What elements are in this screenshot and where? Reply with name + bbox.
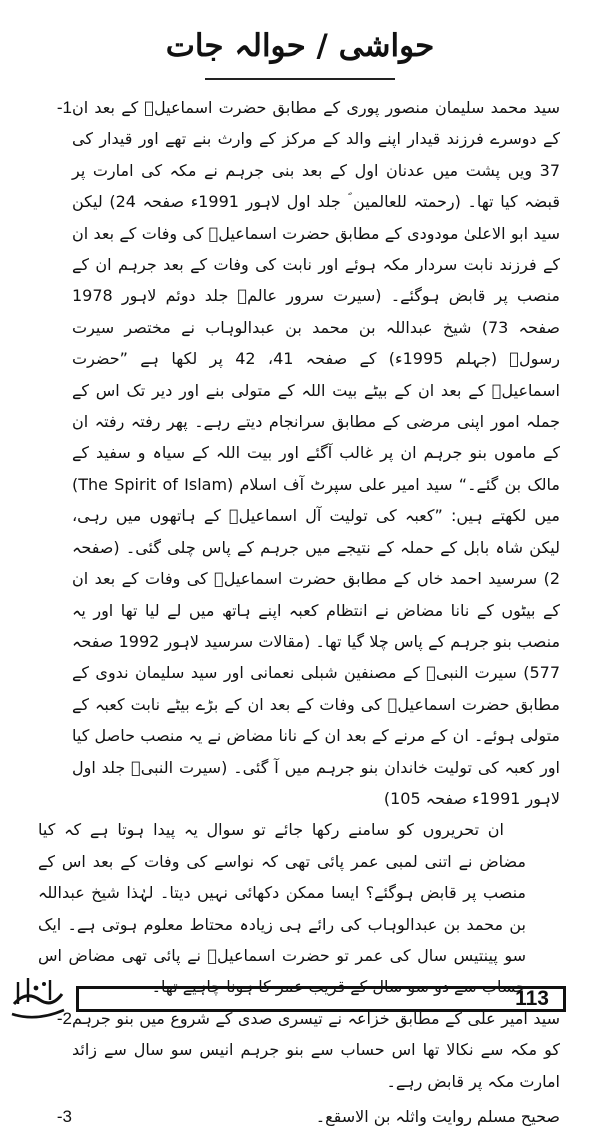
note-1-text: سید محمد سلیمان منصور پوری کے مطابق حضرت اسماعیلؑ کے بعد ان کے دوسرے فرزند قیدار اپنے والد کے مرکز کے وارث بنے تھے اور قیدار کی 37 ویں پشت میں عدنان اول کے بعد بنی جرہم نے مکہ کی امارت پر قبضہ کیا تھا۔ (رحمتہ للعالمین ؐ جلد اول لاہور 1991ء صفحہ 24) لیکن سید ابو الاعلیٰ مودودی کے مطابق حضرت اسماعیلؑ کی وفات کے بعد ان کے فرزند نابت سردار مکہ ہوئے اور نابت کی وفات کے بعد جرہم ان کے منصب پر قابض ہوگئے۔ (سیرت سرور عالمؐ جلد دوئم لاہور 1978 صفحہ 73) شیخ عبداللہ بن محمد بن عبدالوہاب نے مختصر سیرت رسولؐ (جہلم 1995ء) کے صفحہ 41، 42 پر لکھا ہے ”حضرت اسماعیلؑ کے بعد ان کے بیٹے بیت اللہ کے متولی بنے اور دیر تک اس کے جملہ امور اپنی مرضی کے مطابق سرانجام دیتے رہے۔ پھر رفتہ رفتہ ان کے ماموں بنو جرہم ان پر غالب آگئے اور بیت اللہ کے سیاہ و سفید کے مالک بن گئے۔“ سید امیر علی سپرٹ آف اسلام (The Spirit of Islam) میں لکھتے ہیں: ”کعبہ کی تولیت آل اسماعیلؑ کے ہاتھوں میں رہی، لیکن شاہ بابل کے حملہ کے نتیجے میں جرہم کے پاس چلی گئی۔ (صفحہ 2) سرسید احمد خاں کے مطابق حضرت اسماعیلؑ کی وفات کے بعد ان کے بیٹوں کے نانا مضاض نے انتظام کعبہ اپنے ہاتھ میں لے لیا تھا اور یہ منصب بنو جرہم کے پاس چلا گیا تھا۔ (مقالات سرسید لاہور 1992 صفحہ 577) سیرت النبیؐ کے مصنفین شبلی نعمانی اور سید سلیمان ندوی کے مطابق حضرت اسماعیلؑ کی وفات کے بعد ان کے بڑے بیٹے نابت کعبہ کے متولی ہوئے۔ ان کے مرنے کے بعد ان کے نانا مضاض نے یہ منصب حاصل کیا اور کعبہ کی تولیت خاندان بنو جرہم میں آ گئی۔ (سیرت النبیؐ جلد اول لاہور 1991ء صفحہ 105) (72, 98, 561, 808)
publisher-logo-icon (6, 970, 68, 1026)
title-underline (205, 78, 395, 80)
note-2 (38, 1003, 560, 1097)
note-2-text: سید امیر علی کے مطابق خزاعہ نے تیسری صدی کے شروع میں بنو جرہم کو مکہ سے نکالا تھا اس حساب سے بنو جرہم انیس سو سال سے زائد امارت مکہ پر قابض رہے۔ (72, 1008, 560, 1091)
notes-content (38, 92, 560, 1132)
note-1-number: -1 (56, 98, 72, 117)
note-3-number: -3 (56, 1107, 72, 1126)
page-title: حواشی / حوالہ جات (165, 28, 435, 64)
note-1 (38, 92, 560, 814)
note-3-text: صحیح مسلم روایت واثلہ بن الاسقع۔ (315, 1107, 560, 1126)
page-number: 113 (515, 987, 549, 1010)
note-1-continuation: ان تحریروں کو سامنے رکھا جائے تو سوال یہ پیدا ہوتا ہے کہ کیا مضاض نے اتنی لمبی عمر پائی تھی کہ نواسے کی وفات کے بعد اس کے منصب پر قابض ہوگئے؟ ایسا ممکن دکھائی نہیں دیتا۔ لہٰذا شیخ عبداللہ بن محمد بن عبدالوہاب کی رائے ہی زیادہ محتاط معلوم ہوتی ہے۔ ایک سو پینتیس سال کی عمر تو حضرت اسماعیلؑ نے پائی تھی مضاض اس حساب سے دو سو سال کے قریب عمر کا ہونا چاہیے تھا۔ (38, 820, 526, 997)
footer-bar (76, 986, 566, 1012)
note-2-number: -2 (56, 1008, 72, 1028)
note-3 (38, 1101, 560, 1132)
